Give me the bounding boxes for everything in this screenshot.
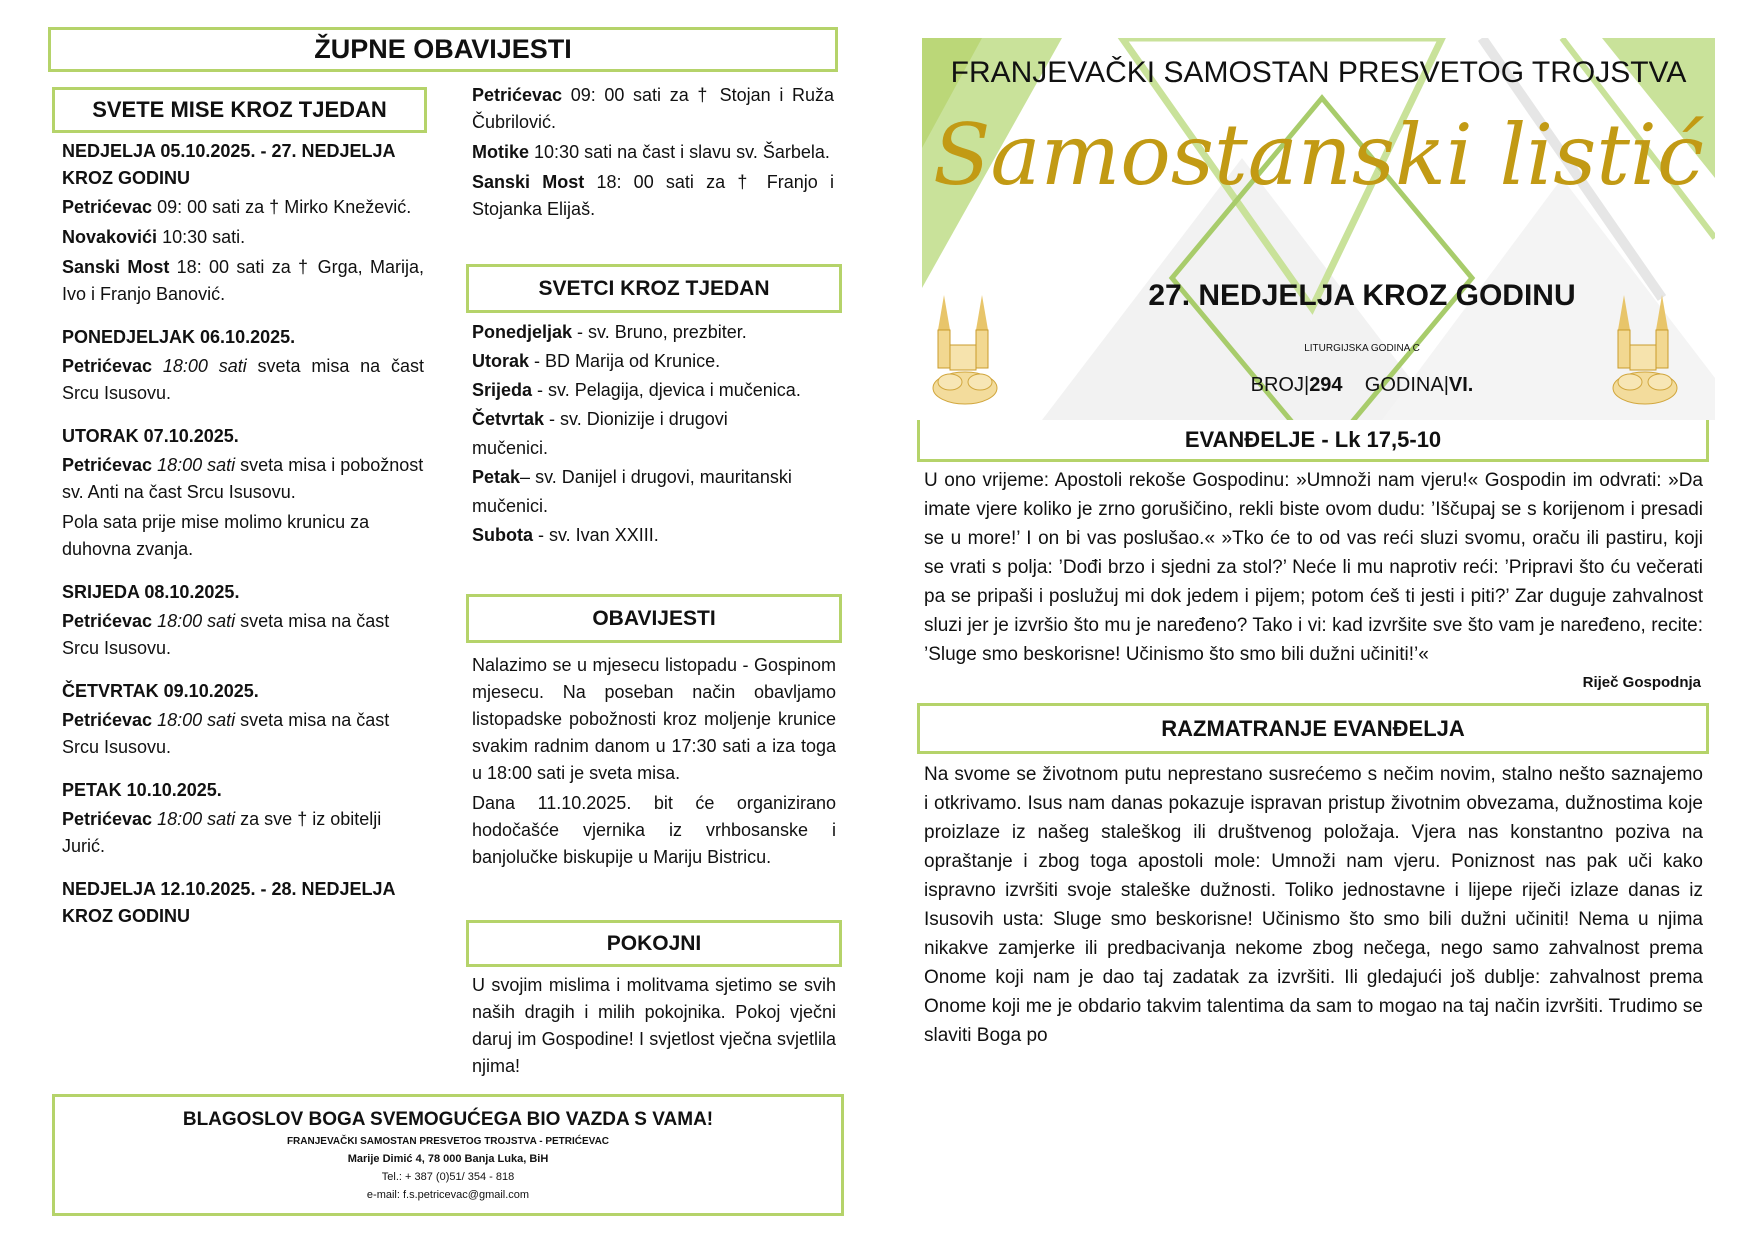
mass-place: Sanski Most bbox=[472, 172, 585, 192]
mass-entry bbox=[62, 194, 424, 221]
mass-entry bbox=[62, 806, 424, 860]
saint-sep: – bbox=[520, 467, 536, 487]
right-flow bbox=[917, 420, 1709, 1050]
footer-address: Marije Dimić 4, 78 000 Banja Luka, BiH bbox=[347, 1152, 549, 1165]
mass-day: SRIJEDA 08.10.2025. bbox=[62, 582, 240, 602]
mass-place: Petrićevac bbox=[472, 85, 563, 105]
mass-text: sveta misa na čast Srcu Isusovu. bbox=[62, 611, 390, 658]
masses-column bbox=[62, 138, 424, 930]
saints-list bbox=[472, 318, 802, 550]
mass-time: 18:00 sati bbox=[157, 809, 236, 829]
mass-time: 18: 00 sati bbox=[176, 257, 265, 277]
mass-day: NEDJELJA 12.10.2025. - 28. NEDJELJA KROZ GODINU bbox=[62, 879, 395, 926]
masses-heading-box bbox=[52, 87, 427, 133]
mass-entry bbox=[472, 82, 834, 136]
footer-blessing: BLAGOSLOV BOGA SVEMOGUĆEGA BIO VAZDA S VAMA! bbox=[182, 1108, 714, 1130]
mass-entry bbox=[62, 707, 424, 761]
notice-paragraph: Nalazimo se u mjesecu listopadu - Gospinom mjesecu. Na poseban način obavljamo listopadske pobožnosti kroz moljenje krunice svakim radnim danom u 17:30 sati a iza toga u 18:00 sati je sveta misa. bbox=[472, 655, 836, 783]
saint-text: sv. Bruno, prezbiter. bbox=[588, 322, 747, 342]
church-logo-icon bbox=[930, 290, 1000, 408]
gospel-heading-box bbox=[917, 420, 1709, 462]
mass-time: 18:00 sati bbox=[157, 455, 236, 475]
year-label: GODINA bbox=[1364, 374, 1444, 396]
mass-entry bbox=[62, 353, 424, 407]
mass-note: Pola sata prije mise molimo krunicu za duhovna zvanja. bbox=[62, 512, 370, 559]
reflection-text: Na svome se životnom putu neprestano susrećemo s nečim novim, stalno nešto saznajemo i otkrivamo. Isus nam danas pokazuje ispravan pristup životnim obvezama, dužnostima koje proizlaze iz našeg staleškog ili društvenog položaja. Vjera nas konstantno poziva na opraštanje i zbog toga apostoli mole: Umnoži nam vjeru. Poniznost nas pak uči kako ispravno izvršiti svoje staleške dužnosti. Toliko jednostavne i lijepe riječi izlaze danas iz Isusovih usta: Sluge smo beskorisne! Učinismo što smo bili dužni učiniti! Nema u njima nikakve zamjerke ili predbacivanja nekome zbog nečega, nego samo zahvalnost prema Onome koji nam je dao taj zadatak za izvršiti. Ili gledajući još dublje: zahvalnost prema Onome koji me je obdario takvim talentima da sam to mogao na taj način izvršiti. Trudimo se slaviti Boga po bbox=[924, 764, 1703, 1046]
mass-place: Petrićevac bbox=[62, 809, 153, 829]
saint-sep: - bbox=[572, 322, 589, 342]
liturgical-year: LITURGIJSKA GODINA C bbox=[1304, 343, 1420, 354]
saint-text: sv. Pelagija, djevica i mučenica. bbox=[548, 380, 801, 400]
mass-text: za sve † iz obitelji Jurić. bbox=[62, 809, 382, 856]
masthead-title: Samostanski listić bbox=[933, 106, 1704, 204]
footer-phone: Tel.: + 387 (0)51/ 354 - 818 bbox=[381, 1170, 515, 1183]
mass-time: 10:30 sati bbox=[534, 142, 613, 162]
mass-day: NEDJELJA 05.10.2025. - 27. NEDJELJA KROZ GODINU bbox=[62, 141, 395, 188]
mass-place: Petrićevac bbox=[62, 710, 153, 730]
saints-heading-box bbox=[466, 264, 842, 313]
saint-text: sv. Ivan XXIII. bbox=[549, 525, 659, 545]
masthead bbox=[922, 38, 1715, 420]
mass-time: 10:30 sati. bbox=[162, 227, 246, 247]
footer-org: FRANJEVAČKI SAMOSTAN PRESVETOG TROJSTVA - PETRIĆEVAC bbox=[286, 1135, 610, 1147]
mass-text: za † Grga, Marija, Ivo i Franjo Banović. bbox=[62, 257, 424, 304]
saint-text: sv. Dionizije i drugovi mučenici. bbox=[472, 409, 728, 458]
mass-time: 09: 00 sati bbox=[157, 197, 241, 217]
masses-heading: SVETE MISE KROZ TJEDAN bbox=[92, 97, 387, 122]
sunday-title: 27. NEDJELJA KROZ GODINU bbox=[1148, 279, 1576, 312]
mass-entry bbox=[472, 139, 834, 166]
saint-text: sv. Danijel i drugovi, mauritanski mučenici. bbox=[472, 467, 792, 516]
saint-text: BD Marija od Krunice. bbox=[545, 351, 721, 371]
saint-item bbox=[472, 463, 802, 521]
mass-time: 09: 00 sati bbox=[570, 85, 662, 105]
reflection-heading: RAZMATRANJE EVANĐELJA bbox=[1161, 715, 1465, 741]
notices-heading-box bbox=[466, 594, 842, 643]
saint-item bbox=[472, 376, 802, 405]
page-title: ŽUPNE OBAVIJESTI bbox=[314, 34, 572, 64]
notices-heading: OBAVIJESTI bbox=[592, 606, 716, 630]
gospel-text: U ono vrijeme: Apostoli rekoše Gospodinu: »Umnoži nam vjeru!« Gospodin im odvrati: »Da imate vjere koliko je zrno gorušičino, rekli biste ovom dudu: ’Iščupaj se s korijenom i presadi se u more!’ I on bi vas poslušao.« »Tko će to od vas reći sluzi svomu, oraču ili pastiru, koji se vrati s polja: ’Dođi brzo i sjedni za stol?’ Neće li mu naprotiv reći: ’Pripravi što ću večerati pa se pripaši i poslužuj mi dok jedem i pijem; potom ćeš ti jesti i piti?’ Zar duguje zahvalnost sluzi jer je izvršio što mu je naređeno? Tako i vi: kad izvršite sve što vam je naređeno, recite: ’Sluge smo beskorisne! Učinismo što smo bili dužni učiniti!’« bbox=[924, 470, 1703, 665]
saint-day: Utorak bbox=[472, 351, 530, 371]
gospel-heading: EVANĐELJE - Lk 17,5-10 bbox=[1184, 426, 1442, 452]
mass-text: na čast i slavu sv. Šarbela. bbox=[617, 142, 830, 162]
mass-place: Petrićevac bbox=[62, 455, 153, 475]
notices-text bbox=[472, 650, 836, 874]
mass-time: 18:00 sati bbox=[157, 710, 236, 730]
issue-number: 294 bbox=[1309, 374, 1343, 396]
page-title-box bbox=[48, 27, 838, 72]
mass-text: sveta misa na čast Srcu Isusovu. bbox=[62, 356, 424, 403]
mass-day: PONEDJELJAK 06.10.2025. bbox=[62, 327, 296, 347]
mass-time: 18:00 sati bbox=[157, 611, 236, 631]
mass-text: za † Stojan i Ruža Čubrilović. bbox=[472, 85, 834, 132]
mass-place: Petrićevac bbox=[62, 611, 153, 631]
mass-day: ČETVRTAK 09.10.2025. bbox=[62, 681, 259, 701]
saint-day: Srijeda bbox=[472, 380, 533, 400]
reflection-heading-box bbox=[917, 703, 1709, 754]
mass-day: PETAK 10.10.2025. bbox=[62, 780, 222, 800]
mass-entry bbox=[62, 608, 424, 662]
saint-item bbox=[472, 347, 802, 376]
saint-day: Petak bbox=[472, 467, 521, 487]
saint-item bbox=[472, 521, 802, 550]
saint-sep: - bbox=[532, 380, 549, 400]
saint-day: Ponedjeljak bbox=[472, 322, 573, 342]
mass-time: 18: 00 sati bbox=[596, 172, 694, 192]
saint-day: Subota bbox=[472, 525, 533, 545]
saint-sep: - bbox=[544, 409, 561, 429]
saint-sep: - bbox=[533, 525, 549, 545]
notice-paragraph: Dana 11.10.2025. bit će organizirano hodočašće vjernika iz vrhbosanske i banjolučke biskupije u Mariju Bistricu. bbox=[472, 793, 836, 867]
gospel-closing: Riječ Gospodnja bbox=[1582, 674, 1701, 691]
church-logo-icon bbox=[1610, 290, 1680, 408]
mass-entry bbox=[62, 452, 424, 506]
deceased-heading-box bbox=[466, 920, 842, 967]
masthead-org: FRANJEVAČKI SAMOSTAN PRESVETOG TROJSTVA bbox=[950, 56, 1687, 89]
saint-day: Četvrtak bbox=[472, 409, 545, 429]
mass-text: sveta misa i pobožnost sv. Anti na čast Srcu Isusovu. bbox=[62, 455, 424, 502]
saints-heading: SVETCI KROZ TJEDAN bbox=[538, 276, 770, 300]
issue-info: BROJ|294 GODINA|VI. bbox=[1250, 374, 1474, 396]
issue-label: BROJ bbox=[1250, 374, 1304, 396]
year-value: VI. bbox=[1448, 374, 1474, 396]
deceased-text: U svojim mislima i molitvama sjetimo se svih naših dragih i milih pokojnika. Pokoj vječni daruj im Gospodine! I svjetlost vječna svjetlila njima! bbox=[472, 975, 836, 1076]
footer-box bbox=[52, 1094, 844, 1216]
saint-item bbox=[472, 405, 802, 463]
mass-entry bbox=[62, 254, 424, 308]
mass-entry bbox=[472, 169, 834, 223]
masthead-background bbox=[922, 38, 1715, 420]
mass-day: UTORAK 07.10.2025. bbox=[62, 426, 239, 446]
footer-email[interactable]: e-mail: f.s.petricevac@gmail.com bbox=[366, 1188, 530, 1201]
mass-text: za † Franjo i Stojanka Elijaš. bbox=[472, 172, 834, 219]
mass-place: Novakovići bbox=[62, 227, 158, 247]
sunday-masses-continued bbox=[472, 80, 834, 226]
mass-time: 18:00 sati bbox=[162, 356, 247, 376]
deceased-heading: POKOJNI bbox=[606, 931, 702, 955]
mass-place: Petrićevac bbox=[62, 356, 153, 376]
mass-text: za † Mirko Knežević. bbox=[245, 197, 412, 217]
mass-place: Petrićevac bbox=[62, 197, 153, 217]
mass-text: sveta misa na čast Srcu Isusovu. bbox=[62, 710, 390, 757]
saint-item bbox=[472, 318, 802, 347]
mass-place: Motike bbox=[472, 142, 530, 162]
mass-entry bbox=[62, 224, 424, 251]
mass-place: Sanski Most bbox=[62, 257, 170, 277]
saint-sep: - bbox=[529, 351, 546, 371]
